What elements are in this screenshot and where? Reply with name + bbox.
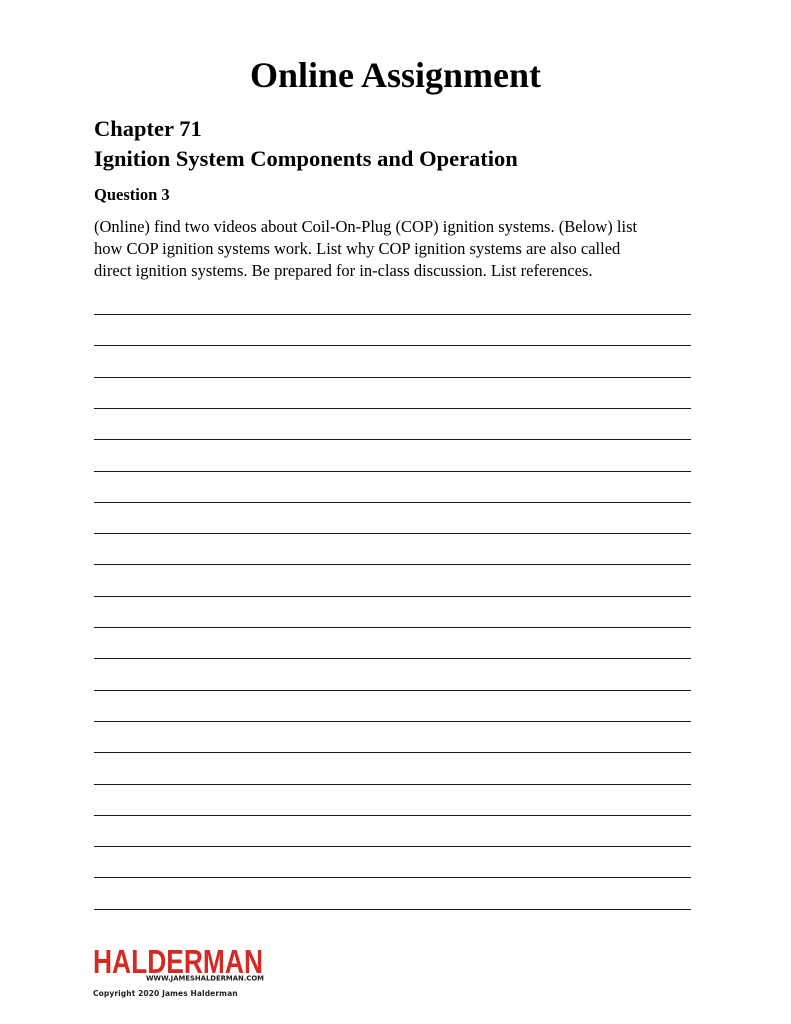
chapter-number: Chapter 71 bbox=[94, 116, 202, 141]
answer-line bbox=[94, 658, 691, 659]
answer-line bbox=[94, 752, 691, 753]
answer-line bbox=[94, 439, 691, 440]
logo-wordmark: HALDERMAN bbox=[93, 946, 263, 980]
answer-line bbox=[94, 564, 691, 565]
prompt-line: (Online) find two videos about Coil-On-Plug (COP) ignition systems. (Below) list bbox=[94, 217, 638, 236]
answer-line bbox=[94, 533, 691, 534]
prompt-line: direct ignition systems. Be prepared for in-class discussion. List references. bbox=[94, 261, 593, 280]
answer-line bbox=[94, 690, 691, 691]
answer-line bbox=[94, 314, 691, 315]
answer-line bbox=[94, 846, 691, 847]
answer-line bbox=[94, 596, 691, 597]
question-label: Question 3 bbox=[94, 185, 170, 204]
answer-line bbox=[94, 377, 691, 378]
answer-line bbox=[94, 471, 691, 472]
halderman-logo bbox=[93, 946, 265, 982]
prompt-line: how COP ignition systems work. List why COP ignition systems are also called bbox=[94, 239, 621, 258]
answer-line bbox=[94, 408, 691, 409]
logo-website: WWW.JAMESHALDERMAN.COM bbox=[146, 974, 264, 982]
answer-line bbox=[94, 877, 691, 878]
answer-line bbox=[94, 909, 691, 910]
copyright-notice: Copyright 2020 James Halderman bbox=[93, 989, 238, 998]
answer-lines bbox=[94, 0, 691, 1024]
answer-line bbox=[94, 815, 691, 816]
answer-line bbox=[94, 345, 691, 346]
footer-brand bbox=[93, 946, 273, 998]
answer-line bbox=[94, 721, 691, 722]
answer-line bbox=[94, 784, 691, 785]
page-title: Online Assignment bbox=[249, 55, 542, 95]
chapter-title: Ignition System Components and Operation bbox=[94, 146, 518, 171]
answer-line bbox=[94, 502, 691, 503]
answer-line bbox=[94, 627, 691, 628]
